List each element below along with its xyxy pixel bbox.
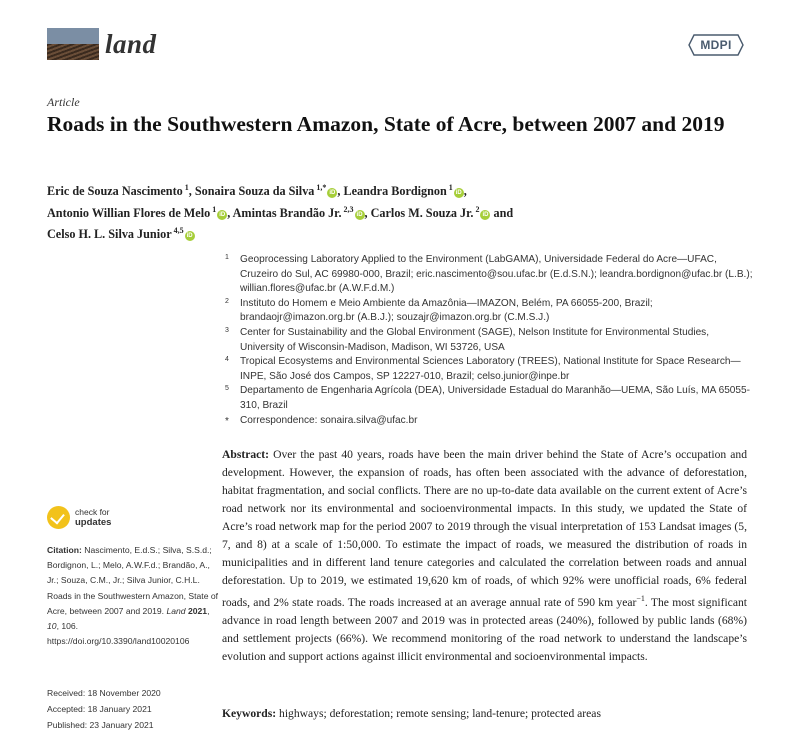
received-date: Received: 18 November 2020 [47,688,161,698]
author[interactable]: Amintas Brandão Jr. $^{2,3}$iD [232,204,363,220]
citation-block: Citation: Nascimento, E.d.S.; Silva, S.S.d.; Bordignon, L.; Melo, A.W.F.d.; Brandão, A., Jr.; Souza, C.M., Jr.; Silva Junior, C.H.L. Roads in the Southwestern Amazon, State of Acre, between 2007 and 2019. Land 2021, 10, 106. https://doi.org/10.3390/land10020106 [47,545,219,647]
affiliation-item: 5 Departamento de Engenharia Agrícola (DEA), Universidade Estadual do Maranhão—UEMA, São Luís, MA 65055-310, Brazil [225,385,751,411]
abstract-label: Abstract: [222,448,270,461]
published-date: Published: 23 January 2021 [47,719,154,730]
affiliation-item: 4 Tropical Ecosystems and Environmental Sciences Laboratory (TREES), National Institute for Space Research—INPE, São José dos Campos, SP 12227-010, Brazil; celso.junior@inpe.br [225,356,741,382]
affiliations [225,253,755,428]
journal-name: land [105,28,157,59]
mdpi-logo[interactable] [688,34,744,56]
author[interactable]: Sonaira Souza da Silva $^{1,*}$iD [194,183,336,198]
author[interactable]: Celso H. L. Silva Junior $^{4,5}$iD [47,226,193,241]
article-type: Article [47,95,80,109]
correspondence: * Correspondence: sonaira.silva@ufac.br [225,414,418,427]
author[interactable]: Eric de Souza Nascimento $^1$ [47,183,189,198]
check-updates-icon [47,506,70,529]
orcid-icon[interactable]: iD [455,190,462,196]
journal-cover-image [47,28,99,60]
affiliation-item: 2 Instituto do Homem e Meio Ambiente da Amazônia—IMAZON, Belém, PA 66055-200, Brazil; brandaojr@imazon.org.br (A.B.J.); souzajr@imazon.org.br (C.M.S.J.) [225,297,653,324]
accepted-date: Accepted: 18 January 2021 [47,703,152,714]
author[interactable]: Leandra Bordignon $^1$iD [343,183,462,198]
orcid-icon[interactable]: iD [186,233,193,239]
orcid-icon[interactable]: iD [219,211,226,218]
affiliation-item: 3 Center for Sustainability and the Global Environment (SAGE), Nelson Institute for Environmental Studies, University of Wisconsin-Madison, Madison, WI 53726, USA [225,326,710,353]
author[interactable]: Antonio Willian Flores de Melo $^1$iD [47,204,226,220]
publisher-name: MDPI [700,38,732,52]
affiliation-item: 1 Geoprocessing Laboratory Applied to the Environment (LabGAMA), Universidade Federal do Acre—UFAC, Cruzeiro do Sul, AC 69980-000, Brazil; eric.nascimento@sou.ufac.br (E.d.S.N.); leandra.bordignon@ufac.br (L.B.); willian.flores@ufac.br (A.W.F.d.M.) [225,254,753,295]
orcid-icon[interactable]: iD [482,211,489,218]
author[interactable]: Carlos M. Souza Jr. $^2$iD [370,204,489,220]
author-list: Eric de Souza Nascimento $^1$, Sonaira Souza da Silva $^{1,*}$iD , Leandra Bordignon $^1$iD , Antonio Willian Flores de Melo $^1$iD , Amintas Brandão Jr. $^{2,3}$iD , Carlos M. Souza Jr. $^2$iD and Celso H. L. Silva Junior $^{4,5}$iD [47,183,514,241]
keywords-label: Keywords: [222,707,277,720]
keywords: Keywords: highways; deforestation; remote sensing; land-tenure; protected areas [222,707,601,720]
article-title: Roads in the Southwestern Amazon, State of Acre, between 2007 and 2019 [47,112,725,136]
orcid-icon[interactable]: iD [329,190,336,196]
abstract: Abstract: Over the past 40 years, roads have been the main driver behind the State of Acre’s occupation and development. However, the expansion of roads, has often been associated with the advance of deforestation, habitat fragmentation, and social conflicts. There are no up-to-date data available on the current extent of Acre’s road network nor its environmental and socioenvironmental impacts. In this study, we updated the State of Acre’s road network map for the period 2007 to 2019 through the visual interpretation of 153 Landsat images (5, 7, and 8) at a scale of 1:50,000. To estimate the impact of roads, we measured the distribution of roads in municipalities and in different land tenure categories and calculated the correlation between roads and annual deforestation. Up to 2019, we estimated 19,620 km of roads, of which 92% were unofficial roads, 6% federal roads, and 2% state roads. The roads increased at an average annual rate of 590 km year$^{-1}$. The most significant advance in road length between 2007 and 2019 was in protected areas (240%), followed by public lands (68%) and settlement projects (66%). We recommend monitoring of the road network to understand the landscape’s evolution and support actions against illicit environmental and socioenvironmental impacts. [222,448,747,663]
publication-dates [47,686,219,733]
journal-logo[interactable] [47,27,157,61]
check-for-updates-badge[interactable]: check for updates [47,506,111,529]
orcid-icon[interactable]: iD [356,211,363,218]
